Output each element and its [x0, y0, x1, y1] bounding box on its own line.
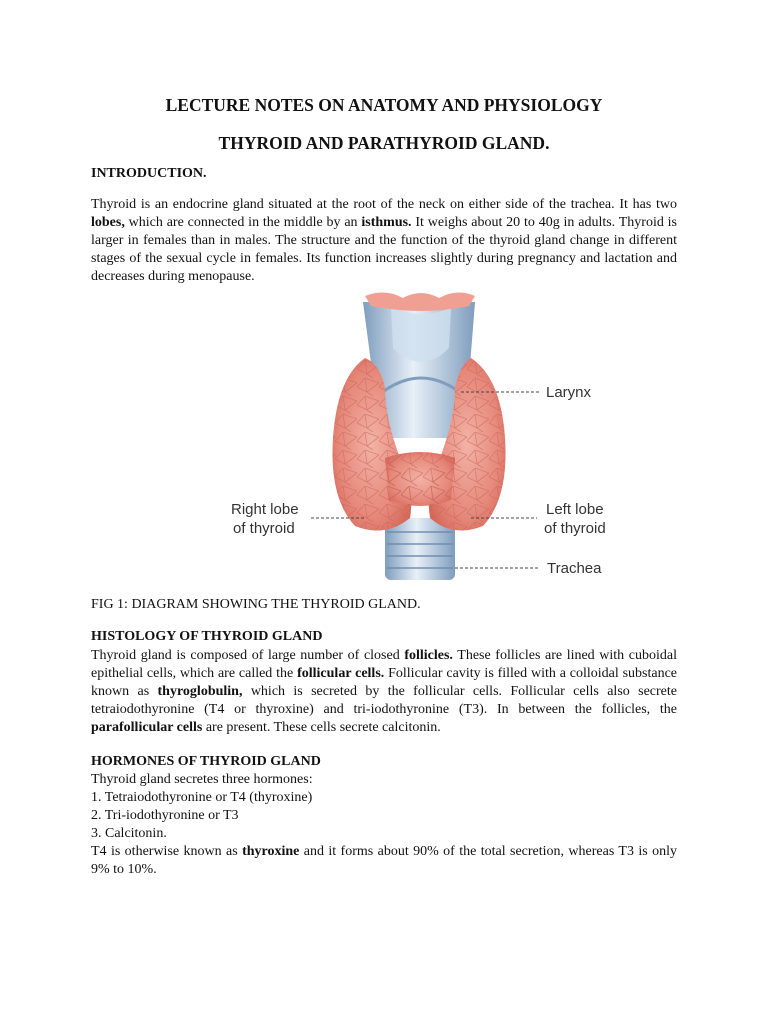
left-lobe-label-line2: of thyroid	[544, 520, 606, 537]
right-lobe-label-line2: of thyroid	[233, 520, 295, 537]
document-subtitle: THYROID AND PARATHYROID GLAND.	[218, 133, 550, 153]
trachea-label: Trachea	[547, 560, 602, 577]
list-item: 3. Calcitonin.	[91, 826, 167, 841]
histology-heading: HISTOLOGY OF THYROID GLAND	[91, 629, 323, 644]
trachea-shape	[385, 518, 455, 580]
hormones-intro: Thyroid gland secretes three hormones:	[91, 772, 313, 787]
thyroid-illustration	[225, 288, 625, 584]
document-title: LECTURE NOTES ON ANATOMY AND PHYSIOLOGY	[165, 95, 603, 115]
thyroid-diagram	[225, 288, 625, 584]
list-item: 1. Tetraiodothyronine or T4 (thyroxine)	[91, 790, 313, 805]
introduction-paragraph: Thyroid is an endocrine gland situated at the root of the neck on either side of the trachea. It has two lobes, which are connected in the middle by an isthmus. It weighs about 20 to 40g in adults. Thyroid is larger in females than in males. The structure and the function of the thyroid gland change in different stages of the sexual cycle in females. Its function increases slightly during pregnancy and lactation and decreases during menopause.	[91, 197, 677, 284]
left-lobe-label: Left lobe	[546, 501, 604, 518]
right-lobe-label: Right lobe	[231, 501, 299, 518]
introduction-heading: INTRODUCTION.	[91, 166, 207, 181]
histology-paragraph: Thyroid gland is composed of large number of closed follicles. These follicles are lined with cuboidal epithelial cells, which are called the follicular cells. Follicular cavity is filled with a colloidal substance known as thyroglobulin, which is secreted by the follicular cells. Follicular cells also secrete tetraiodothyronine (T4 or thyroxine) and tri-iodothyronine (T3). In between the follicles, the parafollicular cells are present. These cells secrete calcitonin.	[91, 648, 678, 735]
larynx-label: Larynx	[546, 384, 592, 401]
hormones-paragraph: T4 is otherwise known as thyroxine and it forms about 90% of the total secretion, whereas T3 is only 9% to 10%.	[91, 844, 677, 877]
hormones-heading: HORMONES OF THYROID GLAND	[91, 754, 321, 769]
list-item: 2. Tri-iodothyronine or T3	[91, 808, 239, 823]
figure-caption: FIG 1: DIAGRAM SHOWING THE THYROID GLAND.	[91, 597, 421, 612]
